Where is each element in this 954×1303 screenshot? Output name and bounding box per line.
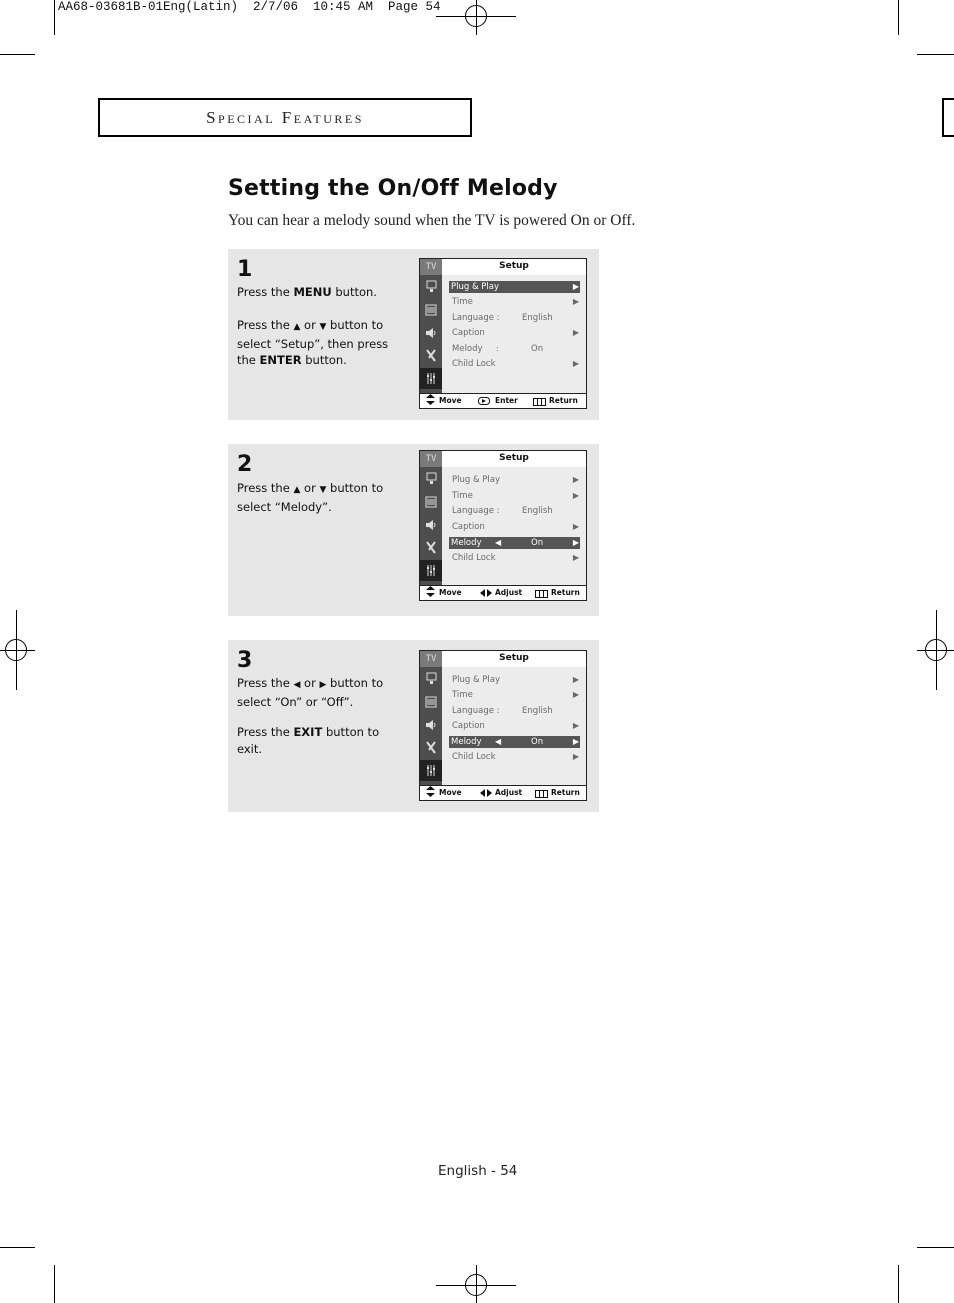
- arrow-right-icon: ▶: [572, 475, 579, 484]
- menu-item-melody[interactable]: Melody : On: [452, 344, 544, 354]
- menu-title: Setup: [442, 259, 586, 275]
- sound-icon: [420, 691, 442, 712]
- setup-icon: [420, 368, 442, 389]
- page-subtitle: You can hear a melody sound when the TV is powered On or Off.: [228, 212, 636, 229]
- move-label: Move: [439, 788, 462, 797]
- menu-list: [442, 467, 586, 585]
- tv-menu-screen: [419, 258, 587, 409]
- menu-item-caption[interactable]: Caption ▶: [452, 721, 579, 731]
- menu-footer: [420, 393, 586, 408]
- menu-item-plug-play[interactable]: Plug & Play ▶: [452, 475, 579, 485]
- menu-item-plug-play[interactable]: Plug & Play ▶: [451, 282, 579, 292]
- arrow-right-icon: ▶: [572, 690, 579, 699]
- return-icon: [535, 589, 548, 601]
- menu-item-time[interactable]: Time ▶: [452, 491, 579, 501]
- tv-menu-screen: [419, 450, 587, 601]
- arrow-left-icon: ◀: [495, 538, 502, 547]
- crop-mark: [898, 0, 899, 35]
- crop-mark: [898, 1265, 899, 1303]
- step-instruction: Press the ▲ or ▼ button to select “Melody”.: [237, 481, 384, 514]
- menu-list: [442, 667, 586, 785]
- crop-mark: [0, 54, 35, 55]
- sound-icon: [420, 299, 442, 320]
- adjust-label: Adjust: [495, 788, 523, 797]
- step-instruction: Press the ◀ or ▶ button to select “On” or “Off”.: [237, 676, 384, 709]
- arrow-right-icon: ▶: [572, 522, 579, 531]
- adjust-label: Adjust: [495, 588, 523, 597]
- tv-label: TV: [420, 451, 442, 467]
- move-icon: [426, 586, 435, 601]
- menu-title: Setup: [442, 651, 586, 667]
- arrow-right-icon: ▶: [572, 282, 579, 291]
- step-instruction: Press the MENU button.: [237, 285, 377, 299]
- adjust-icon: [480, 588, 492, 601]
- menu-list: [442, 275, 586, 393]
- step-instruction: Press the EXIT button to exit.: [237, 725, 380, 756]
- picture-icon: [420, 276, 442, 297]
- menu-item-child-lock[interactable]: Child Lock ▶: [452, 752, 579, 762]
- move-label: Move: [439, 396, 462, 405]
- arrow-right-icon: ▶: [572, 359, 579, 368]
- section-header: [98, 98, 472, 137]
- step-number: 2: [237, 452, 253, 477]
- arrow-right-icon: ▶: [572, 491, 579, 500]
- menu-item-time[interactable]: Time ▶: [452, 297, 579, 307]
- menu-item-language[interactable]: Language : English: [452, 506, 553, 516]
- print-slug: AA68-03681B-01Eng(Latin) 2/7/06 10:45 AM Page 54: [58, 0, 441, 14]
- step-1: [228, 249, 599, 420]
- arrow-right-icon: ▶: [572, 328, 579, 337]
- step-instruction: Press the ▲ or ▼ button to select “Setup”, then press the ENTER button.: [237, 318, 389, 367]
- menu-item-melody[interactable]: Melody ◀ On ▶: [451, 737, 579, 747]
- left-arrow-icon: ◀: [293, 680, 301, 690]
- return-label: Return: [551, 588, 580, 597]
- section-title: Special Features: [206, 107, 364, 127]
- speaker-icon: [420, 322, 442, 343]
- page-number: English - 54: [438, 1163, 518, 1179]
- side-tab: [942, 98, 954, 137]
- channel-icon: [420, 537, 442, 558]
- move-icon: [426, 394, 435, 409]
- step-3: [228, 640, 599, 812]
- menu-title: Setup: [442, 451, 586, 467]
- up-arrow-icon: ▲: [293, 485, 301, 495]
- menu-item-plug-play[interactable]: Plug & Play ▶: [452, 675, 579, 685]
- down-arrow-icon: ▼: [319, 485, 327, 495]
- menu-item-time[interactable]: Time ▶: [452, 690, 579, 700]
- up-arrow-icon: ▲: [293, 322, 301, 332]
- arrow-right-icon: ▶: [572, 553, 579, 562]
- crop-mark: [54, 0, 55, 35]
- tv-label: TV: [420, 651, 442, 667]
- tv-label: TV: [420, 259, 442, 275]
- return-label: Return: [551, 788, 580, 797]
- return-label: Return: [549, 396, 578, 405]
- crop-mark: [917, 1247, 954, 1248]
- channel-icon: [420, 345, 442, 366]
- move-icon: [426, 786, 435, 801]
- menu-item-language[interactable]: Language : English: [452, 706, 553, 716]
- step-2: [228, 444, 599, 616]
- adjust-icon: [480, 788, 492, 801]
- menu-item-melody[interactable]: Melody ◀ On ▶: [451, 538, 579, 548]
- picture-icon: [420, 668, 442, 689]
- speaker-icon: [420, 714, 442, 735]
- menu-footer: [420, 785, 586, 800]
- tv-menu-screen: [419, 650, 587, 801]
- step-number: 3: [237, 648, 253, 673]
- channel-icon: [420, 737, 442, 758]
- crop-mark: [917, 54, 954, 55]
- arrow-right-icon: ▶: [572, 675, 579, 684]
- setup-icon: [420, 560, 442, 581]
- setup-icon: [420, 760, 442, 781]
- picture-icon: [420, 468, 442, 489]
- arrow-right-icon: ▶: [572, 752, 579, 761]
- menu-item-child-lock[interactable]: Child Lock ▶: [452, 553, 579, 563]
- menu-item-caption[interactable]: Caption ▶: [452, 522, 579, 532]
- right-arrow-icon: ▶: [319, 680, 327, 690]
- speaker-icon: [420, 514, 442, 535]
- down-arrow-icon: ▼: [319, 322, 327, 332]
- menu-item-language[interactable]: Language : English: [452, 313, 553, 323]
- page-title: Setting the On/Off Melody: [228, 176, 558, 201]
- menu-footer: [420, 585, 586, 600]
- arrow-right-icon: ▶: [572, 737, 579, 746]
- enter-icon: [478, 396, 492, 409]
- menu-item-child-lock[interactable]: Child Lock ▶: [452, 359, 579, 369]
- return-icon: [533, 397, 546, 409]
- arrow-left-icon: ◀: [495, 737, 502, 746]
- return-icon: [535, 789, 548, 801]
- step-number: 1: [237, 257, 253, 282]
- crop-mark: [0, 1247, 35, 1248]
- arrow-right-icon: ▶: [572, 721, 579, 730]
- menu-item-caption[interactable]: Caption ▶: [452, 328, 579, 338]
- crop-mark: [54, 1265, 55, 1303]
- sound-icon: [420, 491, 442, 512]
- arrow-right-icon: ▶: [572, 297, 579, 306]
- move-label: Move: [439, 588, 462, 597]
- enter-label: Enter: [495, 396, 518, 405]
- arrow-right-icon: ▶: [572, 538, 579, 547]
